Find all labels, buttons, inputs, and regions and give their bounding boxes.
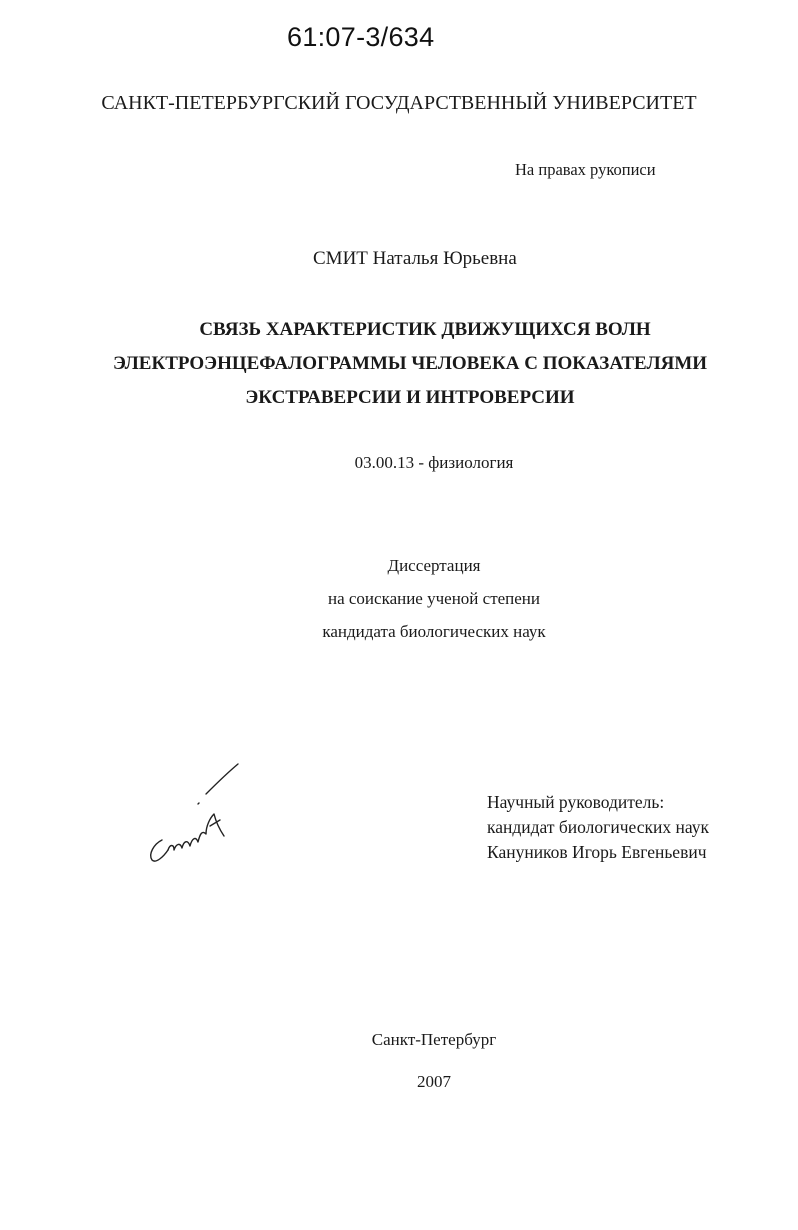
- degree-purpose: на соискание ученой степени: [327, 589, 541, 608]
- dissertation-title: [60, 313, 760, 415]
- advisor-label: Научный руководитель:: [487, 792, 665, 812]
- manuscript-rights-note: На правах рукописи: [515, 160, 656, 179]
- city: Санкт-Петербург: [371, 1030, 497, 1049]
- title-line-3: ЭКСТРАВЕРСИИ И ИНТРОВЕРСИИ: [245, 387, 575, 408]
- degree-name: кандидата биологических наук: [322, 622, 546, 641]
- university-name: САНКТ-ПЕТЕРБУРГСКИЙ ГОСУДАРСТВЕННЫЙ УНИВЕРСИТЕТ: [101, 92, 697, 114]
- author-name: СМИТ Наталья Юрьевна: [313, 248, 517, 269]
- archive-stamp: 61:07-3/634: [287, 22, 435, 52]
- handwritten-signature: [140, 760, 250, 870]
- title-line-2: ЭЛЕКТРОЭНЦЕФАЛОГРАММЫ ЧЕЛОВЕКА С ПОКАЗАТЕЛЯМИ: [112, 353, 708, 374]
- title-line-1: СВЯЗЬ ХАРАКТЕРИСТИК ДВИЖУЩИХСЯ ВОЛН: [199, 319, 651, 340]
- advisor-name: Кануников Игорь Евгеньевич: [487, 842, 707, 862]
- dissertation-label: Диссертация: [387, 556, 481, 575]
- year: 2007: [417, 1072, 451, 1091]
- advisor-degree: кандидат биологических наук: [487, 817, 709, 837]
- specialty-code: 03.00.13 - физиология: [354, 453, 514, 472]
- advisor-block: [487, 790, 709, 865]
